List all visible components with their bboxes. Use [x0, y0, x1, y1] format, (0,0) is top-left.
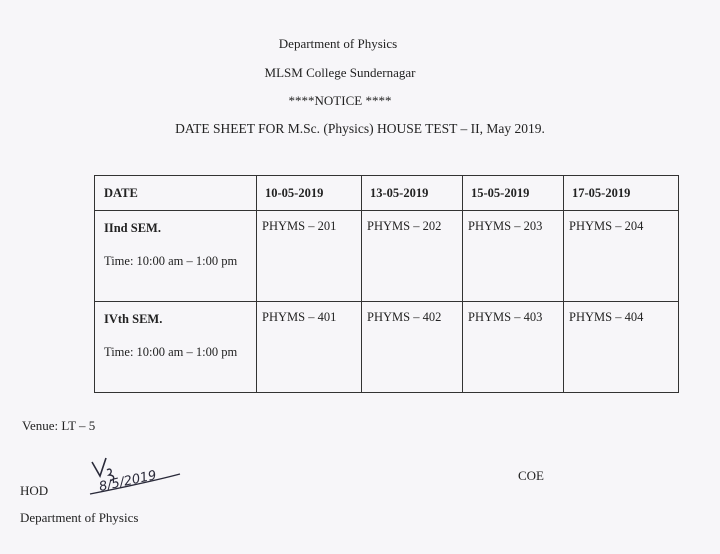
- header-cell-date-1: 10-05-2019: [257, 176, 362, 211]
- semester-name: IVth SEM.: [104, 312, 163, 326]
- paper-cell: [564, 302, 679, 393]
- paper-code: PHYMS – 403: [468, 310, 543, 324]
- paper-cell: [564, 211, 679, 302]
- paper-code: PHYMS – 402: [367, 310, 442, 324]
- table-row: [95, 302, 679, 393]
- semester-name: IInd SEM.: [104, 221, 161, 235]
- notice-label: ****NOTICE ****: [288, 93, 392, 108]
- semester-cell: [95, 302, 257, 393]
- header-cell-date-3: 15-05-2019: [463, 176, 564, 211]
- exam-time: Time: 10:00 am – 1:00 pm: [104, 345, 238, 359]
- datesheet-title: DATE SHEET FOR M.Sc. (Physics) HOUSE TEST – II, May 2019.: [175, 121, 545, 136]
- table-header-row: [95, 176, 679, 211]
- signature-date: 8/5/2019: [97, 468, 158, 495]
- date-sheet-table: [94, 175, 679, 393]
- hod-signature-icon: [80, 448, 190, 498]
- department-heading: Department of Physics: [278, 36, 398, 51]
- header-cell-date-2: 13-05-2019: [362, 176, 463, 211]
- paper-code: PHYMS – 203: [468, 219, 543, 233]
- semester-cell: [95, 211, 257, 302]
- header-cell-date-4: 17-05-2019: [564, 176, 679, 211]
- paper-code: PHYMS – 202: [367, 219, 442, 233]
- header-cell-date: DATE: [95, 176, 257, 211]
- venue-label: Venue: LT – 5: [22, 418, 96, 433]
- paper-cell: [463, 211, 564, 302]
- paper-code: PHYMS – 404: [569, 310, 644, 324]
- paper-cell: [362, 211, 463, 302]
- coe-label: COE: [518, 468, 544, 483]
- college-name: MLSM College Sundernagar: [264, 65, 416, 80]
- exam-time: Time: 10:00 am – 1:00 pm: [104, 254, 238, 268]
- table-row: [95, 211, 679, 302]
- footer-department: Department of Physics: [20, 510, 139, 525]
- paper-cell: [257, 211, 362, 302]
- paper-code: PHYMS – 204: [569, 219, 644, 233]
- paper-cell: [463, 302, 564, 393]
- hod-label: HOD: [20, 483, 49, 498]
- paper-cell: [257, 302, 362, 393]
- paper-code: PHYMS – 401: [262, 310, 337, 324]
- paper-cell: [362, 302, 463, 393]
- paper-code: PHYMS – 201: [262, 219, 337, 233]
